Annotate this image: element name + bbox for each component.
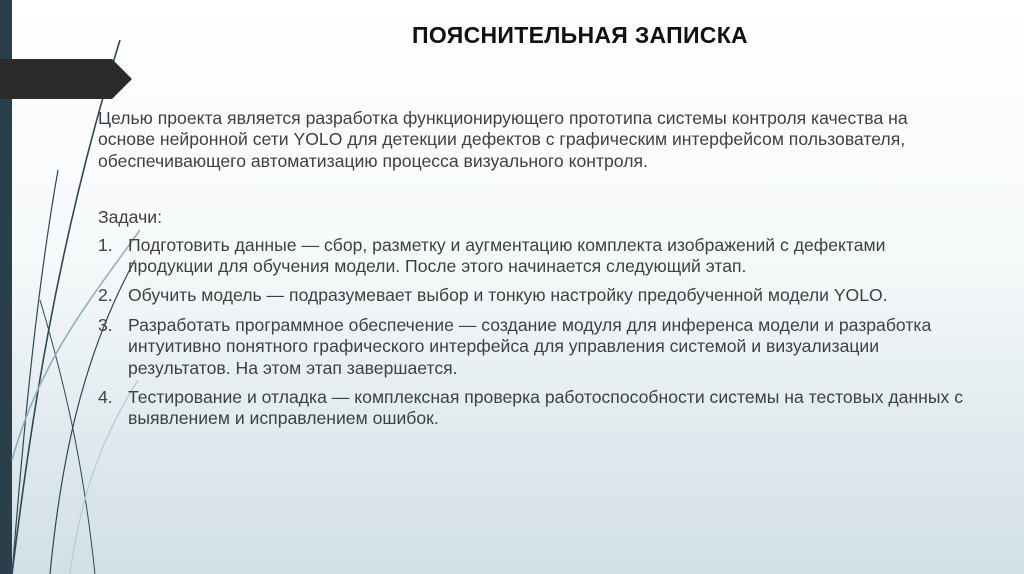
- title-tab-shape: [0, 59, 132, 99]
- task-number: 3.: [98, 314, 113, 335]
- slide-content: [98, 108, 968, 438]
- tasks-heading: Задачи:: [98, 207, 162, 228]
- task-number: 1.: [98, 234, 113, 255]
- task-number: 2.: [98, 285, 113, 306]
- task-number: 4.: [98, 387, 113, 408]
- intro-paragraph: Целью проекта является разработка функционирующего прототипа системы контроля качества на основе нейронной сети YOLO для детекции дефектов с графическим интерфейсом пользователя, обеспечивающего автоматизацию процесса визуального контроля.: [98, 108, 908, 171]
- task-item: [98, 387, 968, 430]
- task-text: Подготовить данные — сбор, разметку и аугментацию комплекта изображений с дефектами продукции для обучения модели. После этого начинается следующий этап.: [128, 234, 886, 277]
- tasks-list: [98, 235, 968, 430]
- task-item: [98, 235, 968, 278]
- task-text: Тестирование и отладка — комплексная проверка работоспособности системы на тестовых данных с выявлением и исправлением ошибок.: [128, 387, 964, 429]
- page-title: ПОЯСНИТЕЛЬНАЯ ЗАПИСКА: [412, 22, 748, 48]
- task-item: [98, 315, 968, 379]
- task-text: Обучить модель — подразумевает выбор и тонкую настройку предобученной модели YOLO.: [128, 285, 888, 306]
- task-item: [98, 285, 968, 306]
- task-text: Разработать программное обеспечение — создание модуля для инференса модели и разработка интуитивно понятного графического интерфейса для управления системой и визуализации результатов. На этом этап завершается.: [128, 314, 932, 378]
